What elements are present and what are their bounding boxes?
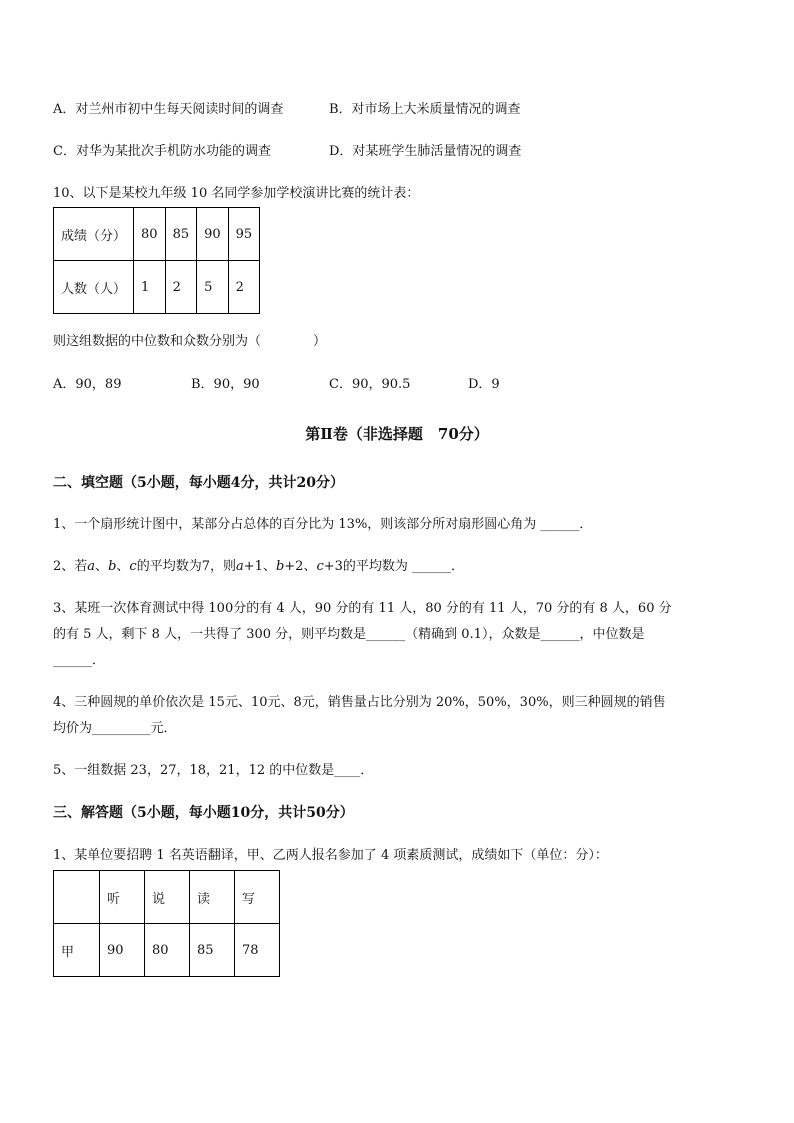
s3-table-header-row	[54, 871, 280, 924]
table-cell: 80	[134, 208, 166, 261]
s2-q2-suffix: 的平均数为 ______．	[342, 559, 465, 574]
table-cell: 90	[197, 208, 229, 261]
table-cell: 2	[228, 261, 260, 314]
s2-q5: 5、一组数据 23，27，18，21，12 的中位数是____．	[53, 763, 374, 778]
s2-q4-line1: 4、三种圆规的单价依次是 15元、10元、8元，销售量占比分别为 20%，50%，30%，则三种圆规的销售	[53, 695, 666, 710]
separator: 、	[303, 559, 317, 574]
table-header-cell: 写	[235, 871, 280, 924]
table-cell: 90	[100, 924, 145, 977]
table-cell: 80	[145, 924, 190, 977]
s2-q2-prefix: 2、若	[53, 559, 88, 574]
table-header-cell: 说	[145, 871, 190, 924]
s2-q2	[53, 558, 464, 576]
var-a: a	[236, 559, 244, 574]
var-b: b	[275, 559, 285, 574]
s2-q2-mid: 的平均数为	[136, 559, 202, 574]
table-cell: 85	[165, 208, 197, 261]
q10-stem: 10、以下是某校九年级 10 名同学参加学校演讲比赛的统计表：	[53, 186, 420, 201]
q10-table-row-score	[54, 208, 260, 261]
separator: 、	[95, 559, 109, 574]
s2-q1: 1、一个扇形统计图中，某部分占总体的百分比为 13%，则该部分所对扇形圆心角为 ______．	[53, 517, 593, 532]
var-b: b	[108, 559, 117, 574]
section2-title: 二、填空题（5小题，每小题4分，共计20分）	[53, 475, 344, 491]
table-header-cell: 听	[100, 871, 145, 924]
table-cell: 2	[165, 261, 197, 314]
table-row-label: 甲	[54, 924, 100, 977]
part2-title: 第Ⅱ卷（非选择题 70分）	[305, 425, 489, 443]
table-cell: 85	[190, 924, 235, 977]
s3-table-row-jia	[54, 924, 280, 977]
q10-option-c: C．90，90.5	[329, 377, 411, 392]
q9-option-a: A．对兰州市初中生每天阅读时间的调查	[53, 102, 284, 117]
separator: 、	[116, 559, 130, 574]
s2-q3-line3: ______．	[53, 653, 106, 668]
q9-option-c: C．对华为某批次手机防水功能的调查	[53, 144, 271, 159]
q10-option-a: A．90，89	[53, 377, 122, 392]
q10-option-b: B．90，90	[191, 377, 260, 392]
table-header-cell: 读	[190, 871, 235, 924]
table-cell: 78	[235, 924, 280, 977]
table-cell: 95	[228, 208, 260, 261]
table-header-cell: 人数（人）	[54, 261, 134, 314]
s2-q2-number: 7	[201, 559, 210, 574]
table-cell: 5	[197, 261, 229, 314]
section3-title: 三、解答题（5小题，每小题10分，共计50分）	[53, 805, 354, 821]
table-header-cell-blank	[54, 871, 100, 924]
s3-q1-stem: 1、某单位要招聘 1 名英语翻译，甲、乙两人报名参加了 4 项素质测试，成绩如下（单位：分）：	[53, 848, 608, 863]
s2-q3-line1: 3、某班一次体育测试中得 100分的有 4 人，90 分的有 11 人，80 分的有 11 人，70 分的有 8 人，60 分	[53, 601, 672, 616]
s2-q2-term: +2	[284, 559, 304, 574]
q10-option-d: D．9	[468, 377, 500, 392]
q9-option-b: B．对市场上大米质量情况的调查	[329, 102, 521, 117]
var-c: c	[129, 559, 137, 574]
s2-q2-then: ，则	[209, 559, 236, 574]
var-a: a	[87, 559, 96, 574]
q10-table-row-count	[54, 261, 260, 314]
s2-q2-term: +3	[323, 559, 343, 574]
table-header-cell: 成绩（分）	[54, 208, 134, 261]
var-c: c	[316, 559, 324, 574]
q9-option-d: D．对某班学生肺活量情况的调查	[329, 144, 522, 159]
s2-q2-term: +1	[243, 559, 263, 574]
q10-score-table	[53, 207, 260, 314]
q10-question: 则这组数据的中位数和众数分别为（ ）	[53, 334, 327, 349]
table-cell: 1	[134, 261, 166, 314]
s3-q1-score-table	[53, 870, 280, 977]
separator: 、	[262, 559, 276, 574]
s2-q4-line2: 均价为_________元．	[53, 721, 177, 736]
s2-q3-line2: 的有 5 人，剩下 8 人，一共得了 300 分，则平均数是______（精确到 0.1），众数是______，中位数是	[53, 627, 645, 642]
